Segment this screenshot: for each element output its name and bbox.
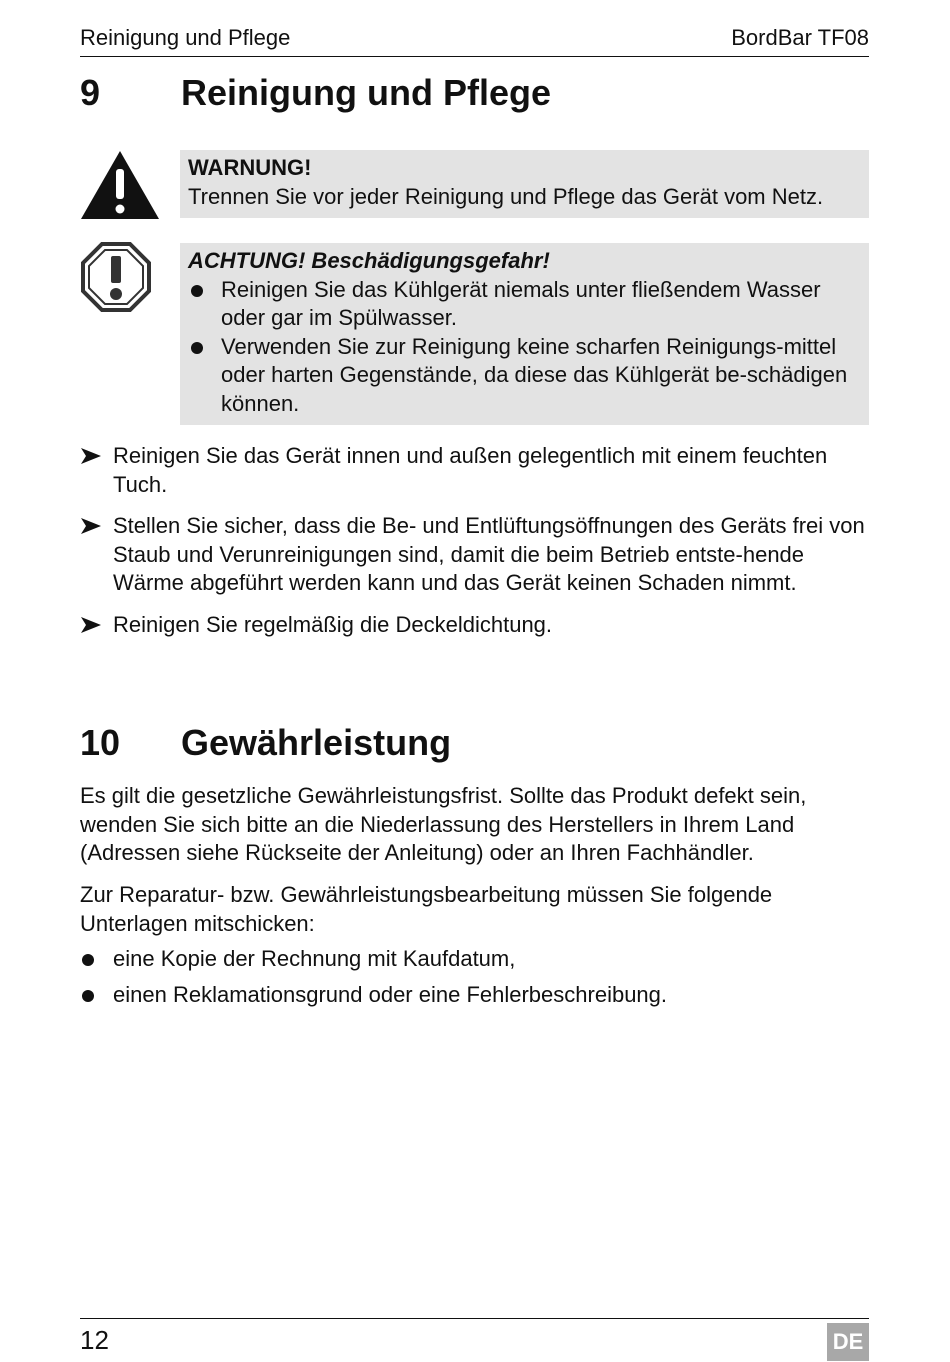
document-page (80, 0, 869, 1362)
instruction-step (80, 512, 869, 598)
warning-triangle-icon (80, 149, 160, 221)
bullet-icon (82, 990, 94, 1002)
step-text: Reinigen Sie regelmäßig die Deckeldichtung. (113, 611, 553, 637)
list-item (188, 276, 861, 333)
list-item-text: einen Reklamationsgrund oder eine Fehlerbeschreibung. (113, 981, 668, 1007)
section-title: Reinigung und Pflege (181, 72, 551, 113)
instruction-step (80, 611, 869, 640)
list-item (80, 981, 869, 1010)
section-number: 9 (80, 72, 101, 113)
section-title: Gewährleistung (181, 722, 452, 763)
header-product-name: BordBar TF08 (731, 25, 869, 50)
section-number: 10 (80, 722, 121, 763)
list-item-text: Verwenden Sie zur Reinigung keine scharfen Reinigungs-mittel oder harten Gegenstände, da diese das Kühlgerät be-schädigen können. (221, 333, 848, 416)
arrow-right-icon (80, 445, 102, 467)
list-item (80, 945, 869, 974)
list-item (188, 333, 861, 419)
arrow-right-icon (80, 614, 102, 636)
paragraph: Zur Reparatur- bzw. Gewährleistungsbearbeitung müssen Sie folgende Unterlagen mitschicken: (80, 882, 773, 936)
caution-list (188, 276, 861, 419)
caution-title: ACHTUNG! Beschädigungsgefahr! (188, 248, 550, 273)
section-heading-10 (80, 721, 451, 765)
language-badge: DE (827, 1323, 869, 1361)
paragraph: Es gilt die gesetzliche Gewährleistungsfrist. Sollte das Produkt defekt sein, wenden Sie sich bitte an die Niederlassung des Herstellers in Ihrem Land (Adressen siehe Rückseite der Anleitung) oder an Ihren Fachhändler. (80, 783, 807, 865)
instruction-steps (80, 442, 869, 652)
running-header (80, 24, 869, 57)
instruction-step (80, 442, 869, 499)
bullet-icon (191, 285, 203, 297)
caution-octagon-icon (80, 241, 152, 313)
list-item-text: Reinigen Sie das Kühlgerät niemals unter fließendem Wasser oder gar im Spülwasser. (221, 276, 821, 330)
step-text: Stellen Sie sicher, dass die Be- und Entlüftungsöffnungen des Geräts frei von Staub und Verunreinigungen sind, damit die beim Betrieb entste-hende Wärme abgeführt werden kann und das Gerät keinen Schaden nimmt. (113, 513, 865, 595)
bullet-icon (191, 342, 203, 354)
warning-box (180, 150, 869, 218)
page-number: 12 (80, 1325, 109, 1355)
arrow-right-icon (80, 515, 102, 537)
documents-list (80, 945, 869, 1016)
bullet-icon (82, 954, 94, 966)
warning-title: WARNUNG! (188, 155, 312, 180)
section-heading-9 (80, 71, 551, 115)
step-text: Reinigen Sie das Gerät innen und außen gelegentlich mit einem feuchten Tuch. (113, 443, 828, 497)
warning-text: Trennen Sie vor jeder Reinigung und Pflege das Gerät vom Netz. (188, 183, 824, 209)
page-footer (80, 1318, 869, 1355)
list-item-text: eine Kopie der Rechnung mit Kaufdatum, (113, 946, 516, 971)
header-chapter-title: Reinigung und Pflege (80, 25, 291, 50)
caution-box (180, 243, 869, 425)
